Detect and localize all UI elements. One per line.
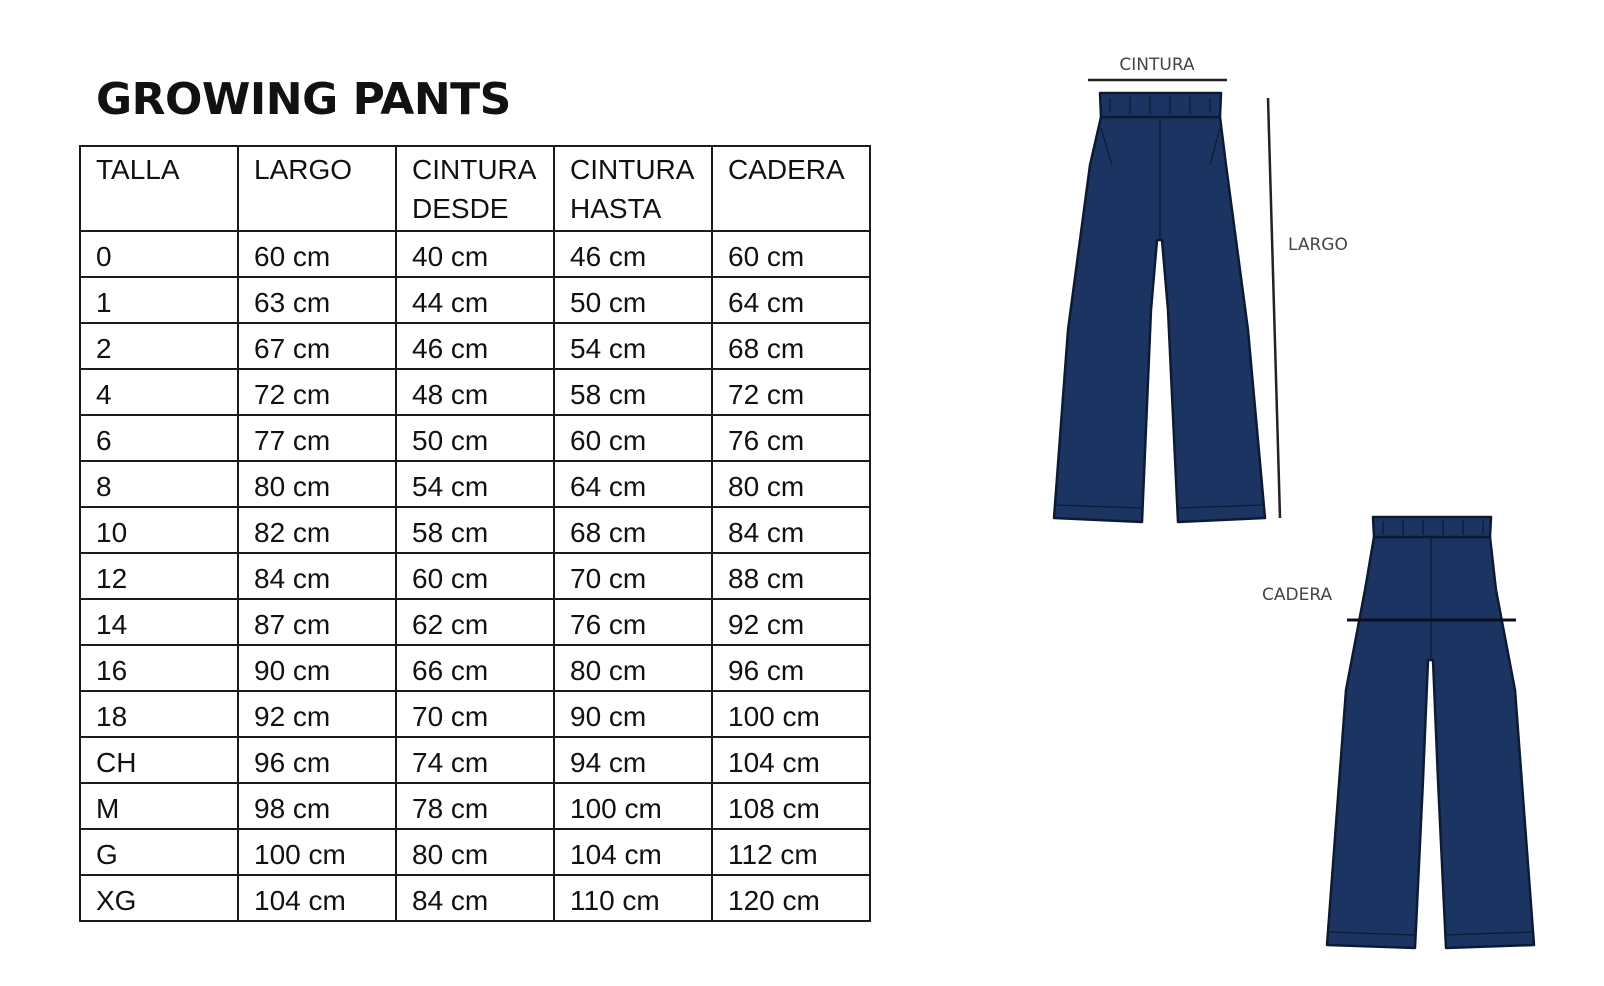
- table-cell: 98 cm: [238, 783, 396, 829]
- table-cell: 120 cm: [712, 875, 870, 921]
- table-cell: 70 cm: [396, 691, 554, 737]
- table-cell: 63 cm: [238, 277, 396, 323]
- table-cell: 84 cm: [712, 507, 870, 553]
- table-cell: 62 cm: [396, 599, 554, 645]
- table-cell: 78 cm: [396, 783, 554, 829]
- header-cadera: CADERA: [712, 146, 870, 231]
- pants-back-illustration: [1327, 517, 1534, 948]
- table-cell: 54 cm: [396, 461, 554, 507]
- table-cell: 90 cm: [238, 645, 396, 691]
- table-cell: 80 cm: [712, 461, 870, 507]
- table-cell: 80 cm: [554, 645, 712, 691]
- table-cell: 92 cm: [712, 599, 870, 645]
- table-cell: 100 cm: [712, 691, 870, 737]
- table-cell: 18: [80, 691, 238, 737]
- table-cell: 100 cm: [238, 829, 396, 875]
- table-cell: 54 cm: [554, 323, 712, 369]
- table-cell: 104 cm: [238, 875, 396, 921]
- table-cell: 58 cm: [396, 507, 554, 553]
- hip-label: CADERA: [1262, 585, 1333, 605]
- table-cell: 50 cm: [396, 415, 554, 461]
- table-cell: 92 cm: [238, 691, 396, 737]
- header-cintura-hasta: CINTURA HASTA: [554, 146, 712, 231]
- table-cell: 0: [80, 231, 238, 277]
- table-cell: 60 cm: [396, 553, 554, 599]
- table-cell: 16: [80, 645, 238, 691]
- table-cell: 90 cm: [554, 691, 712, 737]
- table-cell: 46 cm: [396, 323, 554, 369]
- table-cell: 4: [80, 369, 238, 415]
- pants-front-illustration: [1054, 93, 1265, 522]
- table-cell: 80 cm: [396, 829, 554, 875]
- table-cell: 12: [80, 553, 238, 599]
- table-cell: 82 cm: [238, 507, 396, 553]
- table-cell: 64 cm: [712, 277, 870, 323]
- header-largo: LARGO: [238, 146, 396, 231]
- length-measure-line: [1268, 98, 1280, 518]
- table-cell: 108 cm: [712, 783, 870, 829]
- table-cell: 96 cm: [238, 737, 396, 783]
- table-cell: 104 cm: [712, 737, 870, 783]
- table-cell: 77 cm: [238, 415, 396, 461]
- table-cell: 88 cm: [712, 553, 870, 599]
- table-cell: 8: [80, 461, 238, 507]
- table-cell: G: [80, 829, 238, 875]
- table-cell: 104 cm: [554, 829, 712, 875]
- table-cell: 74 cm: [396, 737, 554, 783]
- table-cell: 58 cm: [554, 369, 712, 415]
- table-cell: 84 cm: [396, 875, 554, 921]
- table-cell: 6: [80, 415, 238, 461]
- table-cell: 46 cm: [554, 231, 712, 277]
- table-cell: 40 cm: [396, 231, 554, 277]
- table-cell: 70 cm: [554, 553, 712, 599]
- length-label: LARGO: [1288, 235, 1348, 255]
- table-cell: 67 cm: [238, 323, 396, 369]
- table-cell: 68 cm: [554, 507, 712, 553]
- table-cell: 87 cm: [238, 599, 396, 645]
- table-cell: 72 cm: [712, 369, 870, 415]
- table-cell: 14: [80, 599, 238, 645]
- table-cell: 2: [80, 323, 238, 369]
- header-cintura-desde: CINTURA DESDE: [396, 146, 554, 231]
- table-cell: 68 cm: [712, 323, 870, 369]
- table-cell: 84 cm: [238, 553, 396, 599]
- table-cell: 94 cm: [554, 737, 712, 783]
- table-cell: 48 cm: [396, 369, 554, 415]
- table-cell: 100 cm: [554, 783, 712, 829]
- table-cell: 112 cm: [712, 829, 870, 875]
- table-cell: CH: [80, 737, 238, 783]
- table-cell: 96 cm: [712, 645, 870, 691]
- table-cell: 72 cm: [238, 369, 396, 415]
- table-cell: 76 cm: [712, 415, 870, 461]
- table-cell: 66 cm: [396, 645, 554, 691]
- table-cell: 10: [80, 507, 238, 553]
- table-cell: 44 cm: [396, 277, 554, 323]
- waist-label: CINTURA: [1119, 55, 1195, 75]
- header-talla: TALLA: [80, 146, 238, 231]
- table-cell: 110 cm: [554, 875, 712, 921]
- table-cell: 60 cm: [712, 231, 870, 277]
- table-cell: XG: [80, 875, 238, 921]
- table-cell: 80 cm: [238, 461, 396, 507]
- table-cell: 64 cm: [554, 461, 712, 507]
- page-title: GROWING PANTS: [96, 74, 511, 125]
- table-cell: 1: [80, 277, 238, 323]
- table-cell: 60 cm: [554, 415, 712, 461]
- table-cell: 76 cm: [554, 599, 712, 645]
- table-cell: 60 cm: [238, 231, 396, 277]
- table-cell: 50 cm: [554, 277, 712, 323]
- table-cell: M: [80, 783, 238, 829]
